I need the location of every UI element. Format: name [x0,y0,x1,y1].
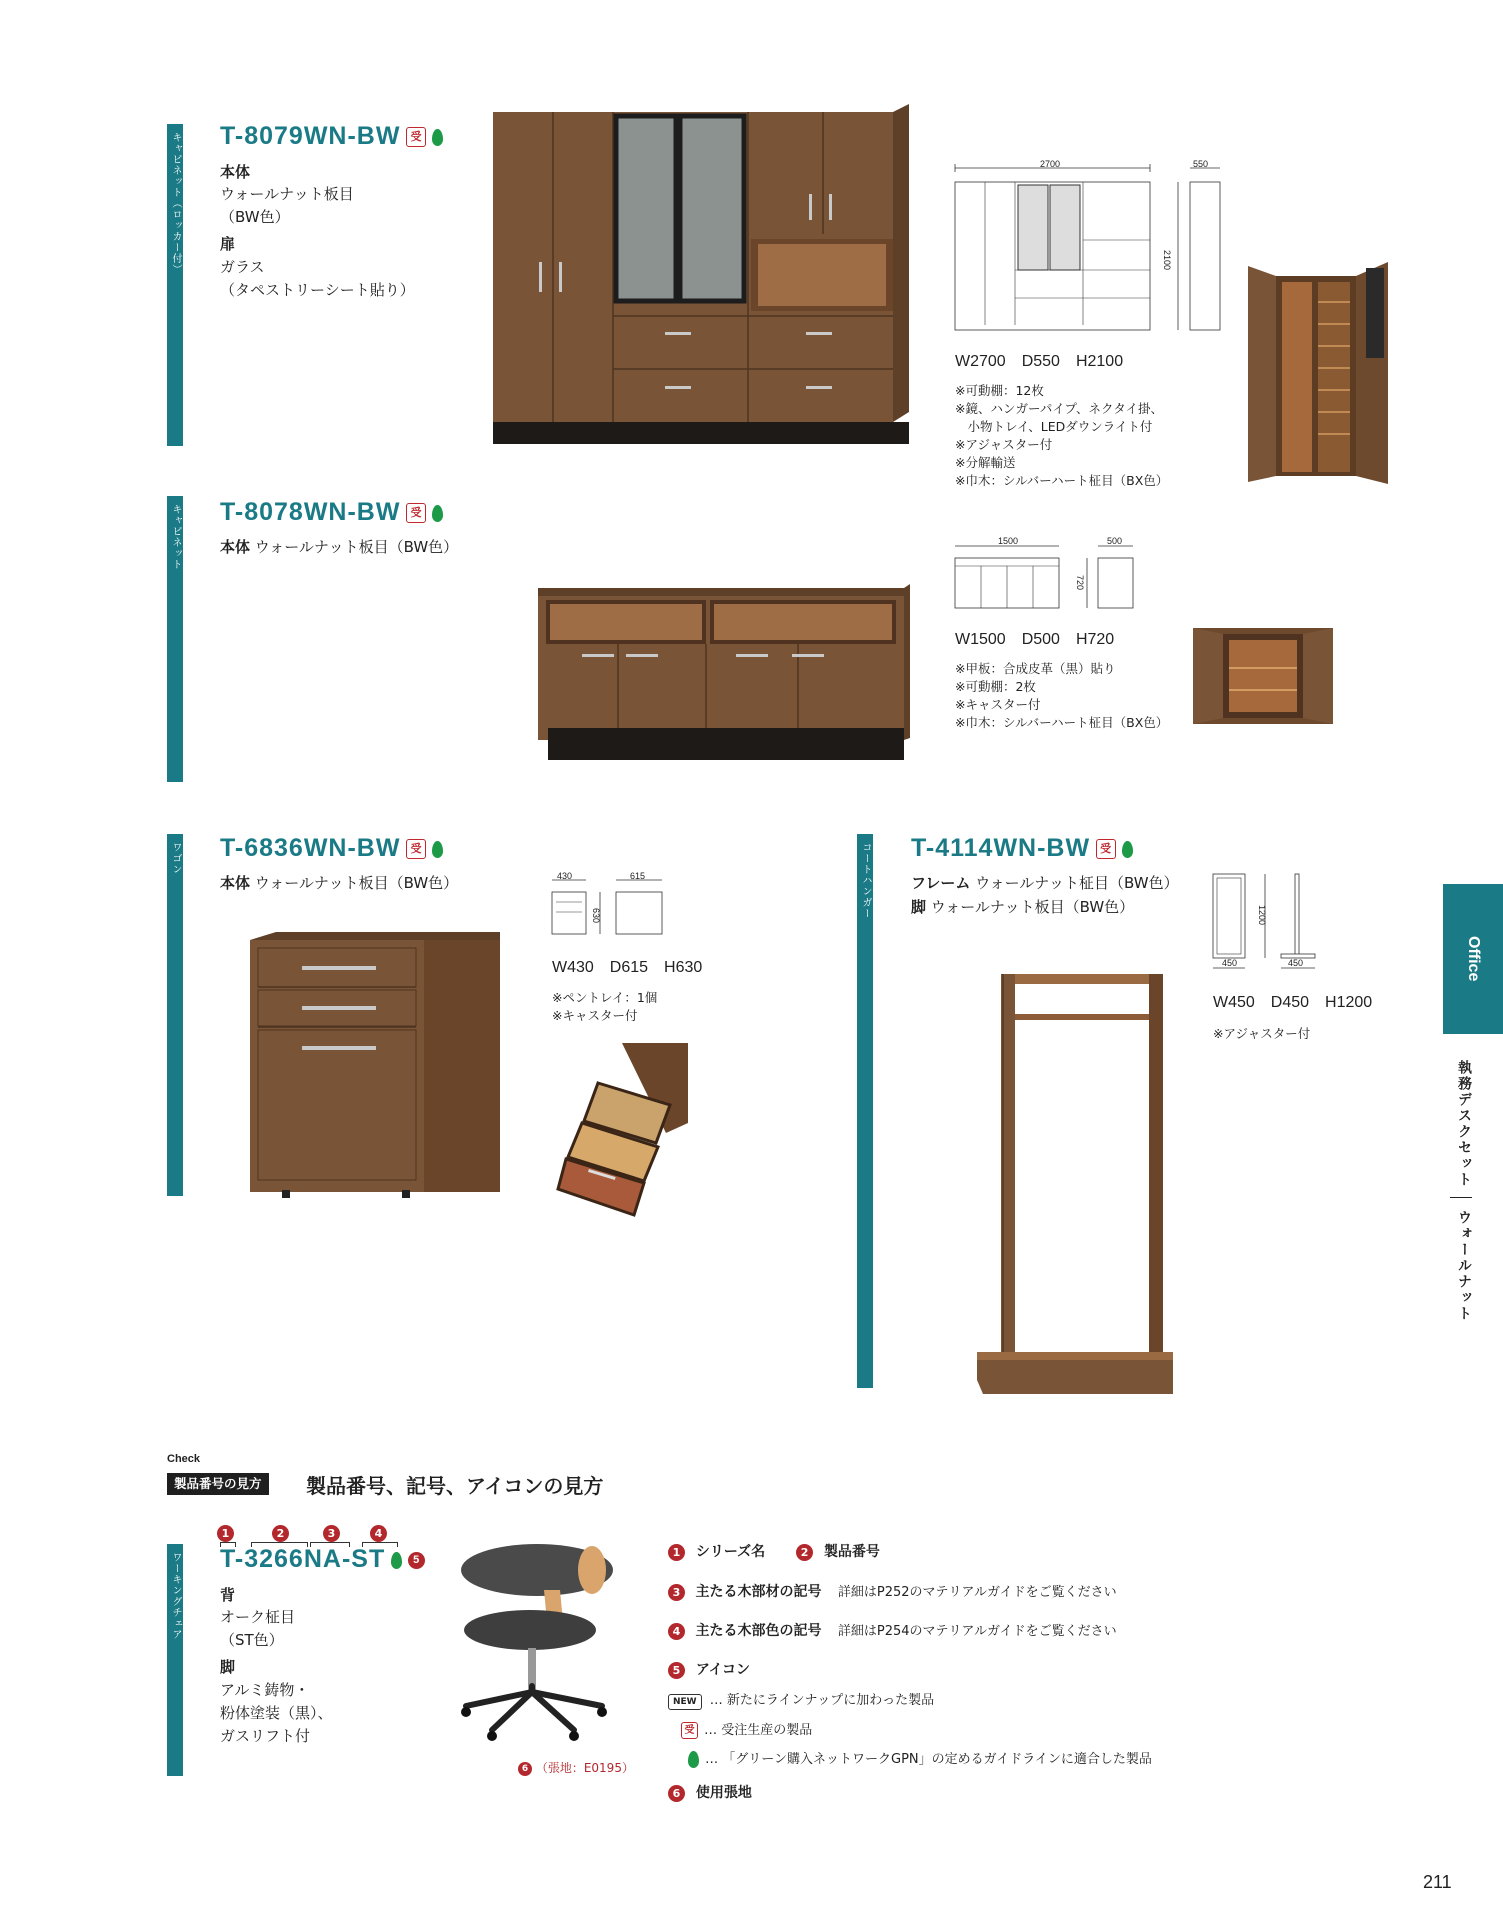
spec-text: （ST色） [220,1631,284,1649]
dimension-drawing [953,540,1153,612]
legend-mark: 4 [668,1623,685,1640]
legend-mark: 6 [668,1785,685,1802]
category-bar [167,834,183,1196]
product-code: T-3266NA-ST 5 [220,1545,425,1574]
note: ※甲板：合成皮革（黒）貼り [955,661,1116,676]
dim-height-label: 630 [591,908,601,924]
category-label: ワゴン [170,842,181,875]
made-to-order-icon: 受 [1096,839,1116,859]
legend-row: NEW … 新たにラインナップに加わった製品 [668,1690,934,1712]
page-number: 211 [1423,1872,1452,1892]
green-leaf-icon [391,1552,402,1569]
note: ※鏡、ハンガーパイプ、ネクタイ掛、 [955,401,1163,416]
dim-depth-label: 615 [630,871,646,881]
dimensions: W450 D450 H1200 [1213,994,1373,1011]
spec-label: 本体 [220,163,251,181]
dim-depth-label: 550 [1193,159,1209,169]
spec-line: フレーム ウォールナット柾目（BW色） [911,874,1179,892]
legend-row: 3 主たる木部材の記号 詳細はP252のマテリアルガイドをご覧ください [668,1581,1117,1604]
legend-mark: 5 [668,1662,685,1679]
dimensions: W2700 D550 H2100 [955,353,1124,370]
product-image-cabinet [538,588,910,770]
spec-text: オーク柾目 [220,1608,296,1626]
check-title: 製品番号、記号、アイコンの見方 [306,1474,604,1498]
note: ※アジャスター付 [955,437,1053,452]
legend-row: 受 … 受注生産の製品 [681,1720,812,1742]
note: ※ペントレイ：1個 [552,990,658,1005]
dimensions: W1500 D500 H720 [955,631,1115,648]
divider [1450,1197,1472,1198]
spec-text: アルミ鋳物・ [220,1681,310,1699]
made-to-order-icon: 受 [681,1722,698,1739]
product-code: T-8078WN-BW 受 [220,498,443,527]
green-leaf-icon [688,1751,699,1768]
new-badge: NEW [668,1694,702,1710]
category-label: コートハンガー [860,842,871,919]
green-leaf-icon [432,129,443,146]
mark-5: 5 [408,1552,425,1569]
spec-text: 粉体塗装（黒）、 [220,1704,333,1722]
dimensions: W430 D615 H630 [552,959,703,976]
note: ※キャスター付 [955,697,1041,712]
check-small-label: Check [167,1453,201,1465]
product-image-cabinet-locker [493,104,909,444]
note: ※キャスター付 [552,1008,638,1023]
product-image-wagon [246,932,502,1200]
spec-text: ガスリフト付 [220,1727,311,1745]
category-label: キャビネット [170,504,181,570]
spec-line: 脚 ウォールナット板目（BW色） [911,898,1135,916]
dimension-drawing [550,874,670,936]
note: ※分解輸送 [955,455,1016,470]
note: ※アジャスター付 [1213,1026,1311,1041]
dim-depth-label: 500 [1107,536,1123,546]
mark-3: 3 [323,1525,340,1542]
spec-text: （タペストリーシート貼り） [220,281,415,299]
dim-height-label: 2100 [1162,250,1172,271]
note: ※巾木：シルバーハート柾目（BX色） [955,715,1169,730]
product-detail-photo [1193,628,1333,724]
dim-depth-label: 450 [1288,958,1304,968]
mark-2: 2 [272,1525,289,1542]
legend-mark: 1 [668,1544,685,1561]
fabric-note: 6 （張地：E0195） [518,1759,634,1776]
side-category-label: 執務デスクセット [1456,1060,1472,1188]
green-leaf-icon [1122,841,1133,858]
note: ※巾木：シルバーハート柾目（BX色） [955,473,1169,488]
product-detail-photo [558,1043,688,1215]
made-to-order-icon: 受 [406,503,426,523]
product-code: T-8079WN-BW 受 [220,122,443,151]
legend-row: 6 使用張地 [668,1782,752,1804]
spec-text: ガラス [220,258,265,276]
mark-4: 4 [370,1525,387,1542]
product-code: T-6836WN-BW 受 [220,834,443,863]
made-to-order-icon: 受 [406,839,426,859]
product-detail-photo [1248,262,1388,484]
category-label: キャビネット（ロッカー付） [170,132,181,275]
made-to-order-icon: 受 [406,127,426,147]
spec-label: 脚 [220,1658,236,1676]
dim-height-label: 1200 [1257,905,1267,926]
dim-width-label: 430 [557,871,573,881]
legend-mark: 3 [668,1584,685,1601]
spec-text: ウォールナット板目 [220,185,354,203]
spec-text: （BW色） [220,208,290,226]
product-image-chair [452,1540,622,1746]
legend-row: 1 シリーズ名 2 製品番号 [668,1541,880,1563]
dimension-drawing [950,160,1230,335]
office-tab-label: Office [1465,936,1482,982]
spec-label: 扉 [220,235,236,253]
green-leaf-icon [432,505,443,522]
category-label: ワーキングチェア [170,1552,181,1640]
legend-row: … 「グリーン購入ネットワークGPN」の定めるガイドラインに適合した製品 [688,1749,1152,1771]
legend-mark: 2 [796,1544,813,1561]
dim-width-label: 1500 [998,536,1019,546]
mark-1: 1 [217,1525,234,1542]
note: 小物トレイ、LEDダウンライト付 [955,419,1153,434]
green-leaf-icon [432,841,443,858]
legend-row: 4 主たる木部色の記号 詳細はP254のマテリアルガイドをご覧ください [668,1620,1117,1643]
product-image-coat-hanger [973,964,1173,1404]
side-material-label: ウォールナット [1456,1210,1472,1322]
dim-width-label: 450 [1222,958,1238,968]
dim-width-label: 2700 [1040,159,1061,169]
note: ※可動棚：2枚 [955,679,1036,694]
spec-line: 本体 ウォールナット板目（BW色） [220,538,459,556]
product-code: T-4114WN-BW 受 [911,834,1133,863]
spec-line: 本体 ウォールナット板目（BW色） [220,874,459,892]
dim-height-label: 720 [1075,575,1085,591]
spec-label: 背 [220,1586,236,1604]
mark-6: 6 [518,1762,532,1776]
legend-row: 5 アイコン [668,1659,750,1681]
check-tag: 製品番号の見方 [167,1473,269,1495]
note: ※可動棚：12枚 [955,383,1044,398]
